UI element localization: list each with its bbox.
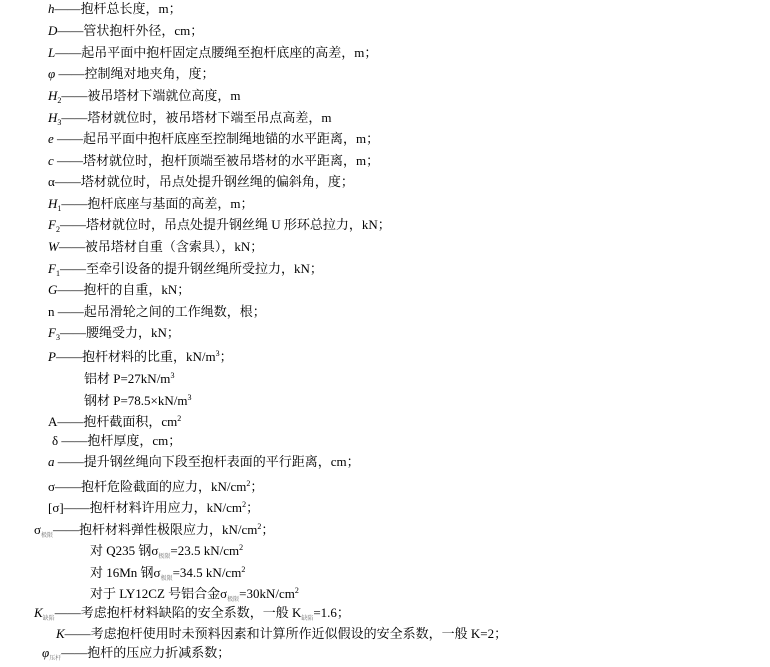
definition-line [48,304,266,320]
definition-line [48,346,233,365]
definition-value: =30kN/cm [239,586,295,601]
symbol-subscript: 极限 [158,554,171,560]
sub-definition-line [84,368,174,387]
definition-text: ——控制绳对地夹角，度； [55,66,215,81]
symbol: G [48,282,58,297]
definition-line [48,196,254,217]
definition-value: =23.5 kN/cm [170,543,240,558]
definition-line [42,645,230,667]
unit-superscript: 2 [242,500,247,509]
symbol: K [34,605,43,620]
unit-superscript: 2 [239,543,244,552]
symbol: δ [52,433,59,448]
unit-superscript: 2 [246,479,251,488]
unit-superscript: 3 [187,393,192,402]
symbol: φ [42,645,50,660]
definition-line [48,88,241,109]
unit-superscript: 2 [241,565,246,574]
symbol-subscript: 1 [55,269,60,278]
symbol: σ [34,522,42,537]
unit-superscript: 2 [257,522,262,531]
symbol-subscript: 缺陷 [301,616,314,622]
symbol: e [48,131,54,146]
definition-line [48,45,377,61]
definition-text: ——被吊塔材自重（含索具），kN； [58,239,264,254]
definition-line [48,217,391,238]
definition-line [48,66,214,82]
unit-superscript: 3 [215,349,220,358]
definition-line [48,131,379,147]
symbol: W [48,239,59,254]
definition-text: ——至牵引设备的提升钢丝绳所受拉力，kN； [59,261,323,276]
definition-line [48,153,379,169]
definition-text: ——抱杆材料的比重，kN/m [55,349,216,364]
definition-text: ——腰绳受力，kN； [59,325,180,340]
definition-text: 对 Q235 钢σ [90,543,159,558]
definition-value: =1.6； [313,605,350,620]
definition-text: ——管状抱杆外径，cm； [57,23,204,38]
symbol: F [48,261,56,276]
symbol: α [48,174,55,189]
symbol: c [48,153,54,168]
definition-text: ——抱杆的压应力折减系数； [61,645,231,660]
unit-superscript: 2 [177,414,182,423]
definition-text: ——提升钢丝绳向下段至抱杆表面的平行距离，cm； [54,454,360,469]
symbol: H [48,88,58,103]
definition-line [52,433,181,449]
symbol: A [48,414,58,429]
definition-text: ——考虑抱杆使用时未预料因素和计算所作近似假设的安全系数，一般 K=2； [64,626,508,641]
definition-text: ——抱杆厚度，cm； [58,433,182,448]
punctuation: ； [261,522,275,537]
definition-text: 对于 LY12CZ 号铝合金σ [90,586,228,601]
definition-line [48,23,203,39]
punctuation: ； [246,500,260,515]
symbol: D [48,23,58,38]
punctuation: ； [219,349,233,364]
definition-line [48,476,263,495]
symbol: φ [48,66,56,81]
symbol: H [48,196,58,211]
definition-text: ——起吊滑轮之间的工作绳数，根； [54,304,266,319]
definition-text: ——被吊塔材下端就位高度，m [61,88,241,103]
definition-line [48,411,181,430]
symbol-subscript: 3 [55,333,60,342]
definition-text: ——塔材就位时，吊点处提升钢丝绳 U 形环总拉力，kN； [59,217,391,232]
definition-text: 钢材 P=78.5×kN/m [84,393,188,408]
unit-superscript: 3 [170,371,175,380]
symbol-subscript: 2 [57,96,62,105]
definition-text: ——起吊平面中抱杆底座至控制绳地锚的水平距离，m； [53,131,380,146]
punctuation: ； [250,479,264,494]
definition-line [48,325,180,346]
definition-text: ——抱杆材料弹性极限应力，kN/cm [53,522,258,537]
symbol: F [48,325,56,340]
definition-value: =34.5 kN/cm [172,565,242,580]
symbol-subscript: 缺陷 [42,616,55,622]
definition-text: ——考虑抱杆材料缺陷的安全系数，一般 K [54,605,302,620]
definition-text: ——塔材就位时，抱杆顶端至被吊塔材的水平距离，m； [53,153,380,168]
definition-line [56,626,507,642]
definition-text: 对 16Mn 钢σ [90,565,161,580]
definition-line [48,1,182,17]
definition-line [48,261,323,282]
symbol: F [48,217,56,232]
definition-text: ——抱杆危险截面的应力，kN/cm [55,479,247,494]
definition-line [48,110,332,131]
definition-line [48,454,360,470]
symbol: n [48,304,55,319]
definition-line [48,497,259,516]
definition-text: ——抱杆截面积，cm [57,414,178,429]
definition-line [48,282,190,298]
symbol: h [48,1,55,16]
symbol: σ [48,479,56,494]
symbol-subscript: 3 [57,118,62,127]
symbol-subscript: 极限 [227,597,240,603]
definition-text: ——塔材就位时，吊点处提升钢丝绳的偏斜角，度； [54,174,354,189]
definition-text: ——起吊平面中抱杆固定点腰绳至抱杆底座的高差，m； [55,45,378,60]
symbol: a [48,454,55,469]
definition-text: 铝材 P=27kN/m [84,371,171,386]
symbol-subscript: 2 [55,225,60,234]
symbol: K [56,626,65,641]
symbol-subscript: 1 [57,204,62,213]
symbol-subscript: 极限 [160,576,173,582]
definition-text: ——抱杆底座与基面的高差，m； [61,196,254,211]
definition-text: ——塔材就位时，被吊塔材下端至吊点高差，m [61,110,332,125]
unit-superscript: 2 [294,586,299,595]
definition-line [34,605,350,627]
symbol: P [48,349,56,364]
sub-definition-line [84,390,192,409]
symbol-subscript: 压杆 [49,656,62,662]
definition-line [48,239,263,255]
symbol: L [48,45,56,60]
definition-line [48,174,354,190]
symbol-subscript: 极限 [41,533,54,539]
definition-text: ——抱杆的自重，kN； [57,282,191,297]
symbol: H [48,110,58,125]
definition-text: [σ]——抱杆材料许用应力，kN/cm [48,500,243,515]
definition-text: ——抱杆总长度，m； [54,1,182,16]
